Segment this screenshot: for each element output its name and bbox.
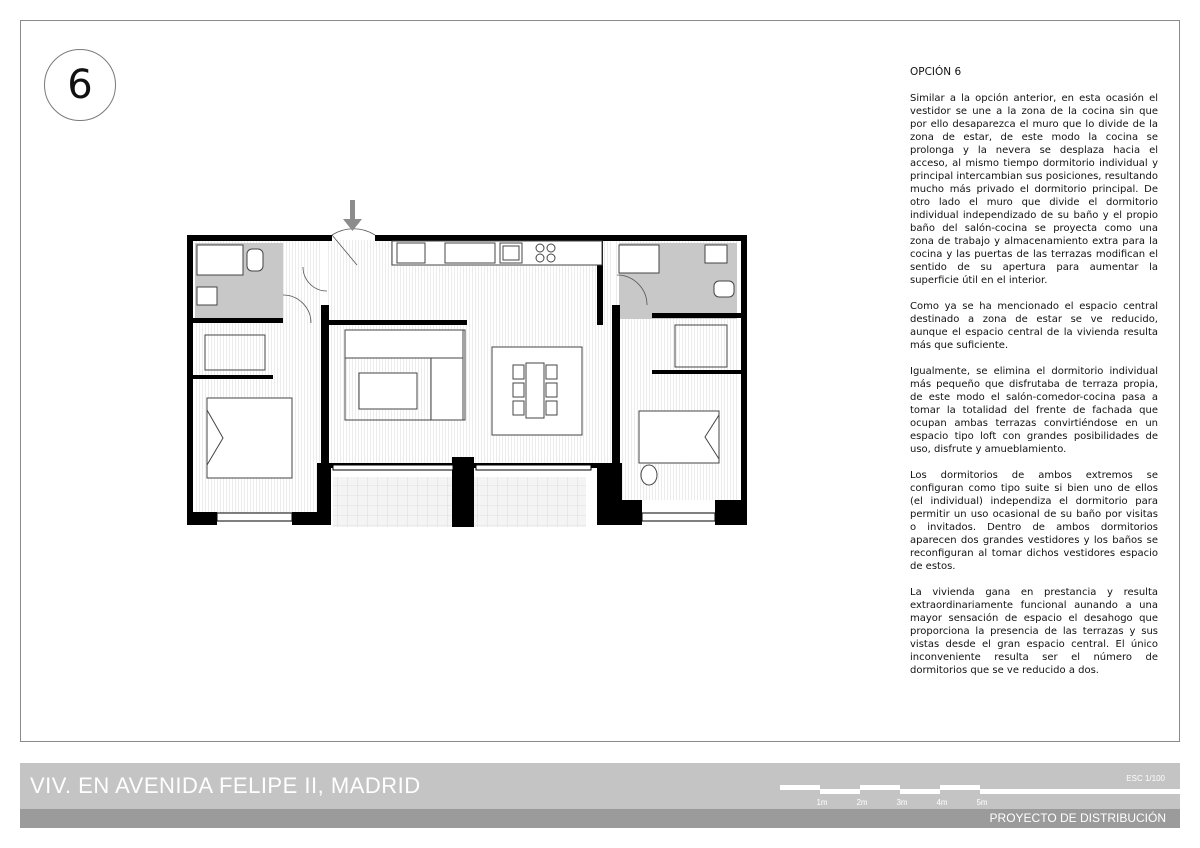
sofa-icon <box>345 330 465 420</box>
description-paragraph: Como ya se ha mencionado el espacio central destinado a zona de estar se ve reducido, aunque el espacio central de la vivienda resulta más que suficiente. <box>910 301 1158 351</box>
scale-bar-segment <box>980 789 1180 794</box>
entrance-arrow-icon <box>343 200 362 231</box>
scale-bar-segment <box>780 785 820 790</box>
description-paragraph: La vivienda gana en prestancia y resulta extraordinariamente funcional aunando a una mayor sensación de espacio el desahogo que proporciona la presencia de las terrazas y sus vistas desde el gran espacio central. El único inconveniente resulta ser el número de dormitorios que se ve reducido a dos. <box>910 587 1158 676</box>
description-paragraph: Los dormitorios de ambos extremos se configuran como tipo suite si bien uno de ellos (el individual) independiza el dormitorio para permitir un uso ocasional de su baño por visitas o invitados. Dentro de ambos dormitorios aparecen dos grandes vestidores y los baños se reconfiguran al tomar dichos vestidores espacio de estos. <box>910 470 1158 572</box>
description-panel <box>910 66 1158 690</box>
description-paragraph: Igualmente, se elimina el dormitorio individual más pequeño que disfrutaba de terraza propia, de este modo el salón-comedor-cocina pasa a tomar la totalidad del frente de fachada que ocupan ambas terrazas convirtiéndose en un espacio tipo loft con grandes posibilidades de uso, disfrute y amueblamiento. <box>910 366 1158 455</box>
scale-bar-segment <box>900 789 940 794</box>
scale-tick-label: 4m <box>936 798 948 807</box>
option-number-badge <box>44 49 116 121</box>
bed-icon <box>207 398 292 478</box>
scale-label: ESC 1/100 <box>1126 774 1165 783</box>
graphic-scale <box>760 769 1180 809</box>
title-bar <box>20 763 1180 809</box>
scale-tick-label: 1m <box>816 798 828 807</box>
scale-bar-segment <box>940 785 980 790</box>
description-paragraph: Similar a la opción anterior, en esta ocasión el vestidor se une a la zona de la cocina sin que por ello desaparezca el muro que lo divide de la zona de estar, de este modo la cocina se prolonga y la nevera se desplaza hacia el acceso, al mismo tiempo dormitorio individual y principal intercambian sus posiciones, resultando mucho más privado el dormitorio principal. De otro lado el muro que divide el dormitorio individual independizado de su baño y el propio baño del salón-cocina se proyecta como una zona de trabajo y almacenamiento extra para la cocina y las puertas de las terrazas modifican el sentido de su apertura para aumentar la superficie útil en el interior. <box>910 93 1158 286</box>
description-title: OPCIÓN 6 <box>910 66 962 78</box>
dining-table-icon <box>492 347 582 435</box>
terrace-right <box>471 477 586 527</box>
terrace-left <box>333 477 453 527</box>
subtitle-bar <box>20 809 1180 828</box>
scale-tick-label: 2m <box>856 798 868 807</box>
bed-icon <box>639 411 719 463</box>
project-subtitle: PROYECTO DE DISTRIBUCIÓN <box>989 811 1166 825</box>
option-number: 6 <box>67 62 93 108</box>
kitchen-counter <box>392 241 602 265</box>
scale-bar-segment <box>820 789 860 794</box>
floor-plan <box>187 195 747 535</box>
project-title: VIV. EN AVENIDA FELIPE II, MADRID <box>30 773 421 798</box>
scale-bar-segment <box>860 785 900 790</box>
scale-tick-label: 3m <box>896 798 908 807</box>
scale-tick-label: 5m <box>976 798 988 807</box>
